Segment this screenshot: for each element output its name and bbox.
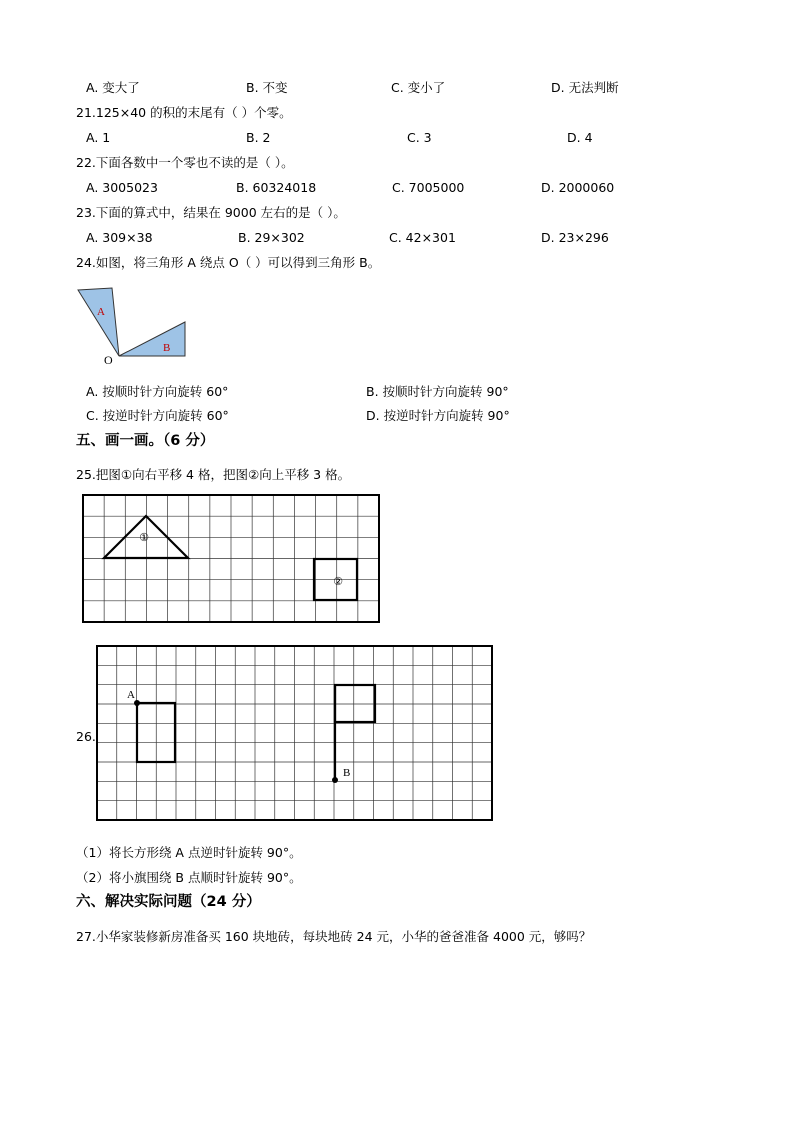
section6-title: 六、解决实际问题（24 分）: [76, 894, 261, 910]
q23-option-a: A. 309×38: [86, 230, 153, 245]
q22-option-a: A. 3005023: [86, 180, 158, 195]
q26-point-a-label: A: [127, 689, 135, 701]
q24-option-b: B. 按顺时针方向旋转 90°: [366, 384, 509, 399]
q20-option-b: B. 不变: [246, 80, 288, 95]
point-o-label: O: [104, 353, 113, 367]
q27-stem: 27.小华家装修新房准备买 160 块地砖，每块地砖 24 元，小华的爸爸准备 4000 元，够吗？: [76, 929, 592, 944]
section5-title: 五、画一画。（6 分）: [76, 433, 215, 449]
q26-subquestion-1: （1）将长方形绕 A 点逆时针旋转 90°。: [76, 845, 302, 860]
q20-option-c: C. 变小了: [391, 80, 446, 95]
q25-stem: 25.把图①向右平移 4 格，把图②向上平移 3 格。: [76, 467, 351, 482]
q26-subquestion-2: （2）将小旗围绕 B 点顺时针旋转 90°。: [76, 870, 302, 885]
q24-option-c: C. 按逆时针方向旋转 60°: [86, 408, 229, 423]
q26-grid: [97, 646, 492, 820]
q24-option-a: A. 按顺时针方向旋转 60°: [86, 384, 229, 399]
q25-triangle-1-label: ①: [139, 531, 149, 544]
triangle-a-label: A: [97, 306, 105, 318]
q20-option-d: D. 无法判断: [551, 80, 619, 95]
q26-point-b-label: B: [343, 767, 351, 779]
q22-option-b: B. 60324018: [236, 180, 317, 195]
q25-square-2-label: ②: [333, 575, 343, 588]
triangle-b-label: B: [163, 342, 171, 354]
q22-option-d: D. 2000060: [541, 180, 615, 195]
q23-option-c: C. 42×301: [389, 230, 456, 245]
q21-option-b: B. 2: [246, 130, 271, 145]
q23-stem: 23.下面的算式中，结果在 9000 左右的是（ ）。: [76, 205, 346, 220]
q21-option-c: C. 3: [407, 130, 432, 145]
q24-stem: 24.如图，将三角形 A 绕点 O（ ）可以得到三角形 B。: [76, 255, 381, 270]
q22-stem: 22.下面各数中一个零也不读的是（ ）。: [76, 155, 294, 170]
q22-option-c: C. 7005000: [392, 180, 465, 195]
q23-option-d: D. 23×296: [541, 230, 609, 245]
q21-stem: 21.125×40 的积的末尾有（ ）个零。: [76, 105, 292, 120]
q26-number: 26.: [76, 729, 96, 744]
q26-flag: [335, 685, 375, 722]
q21-option-d: D. 4: [567, 130, 593, 145]
q24-option-d: D. 按逆时针方向旋转 90°: [366, 408, 510, 423]
q26-point-b: [332, 777, 338, 783]
q21-option-a: A. 1: [86, 130, 111, 145]
q23-option-b: B. 29×302: [238, 230, 305, 245]
q20-option-a: A. 变大了: [86, 80, 140, 95]
